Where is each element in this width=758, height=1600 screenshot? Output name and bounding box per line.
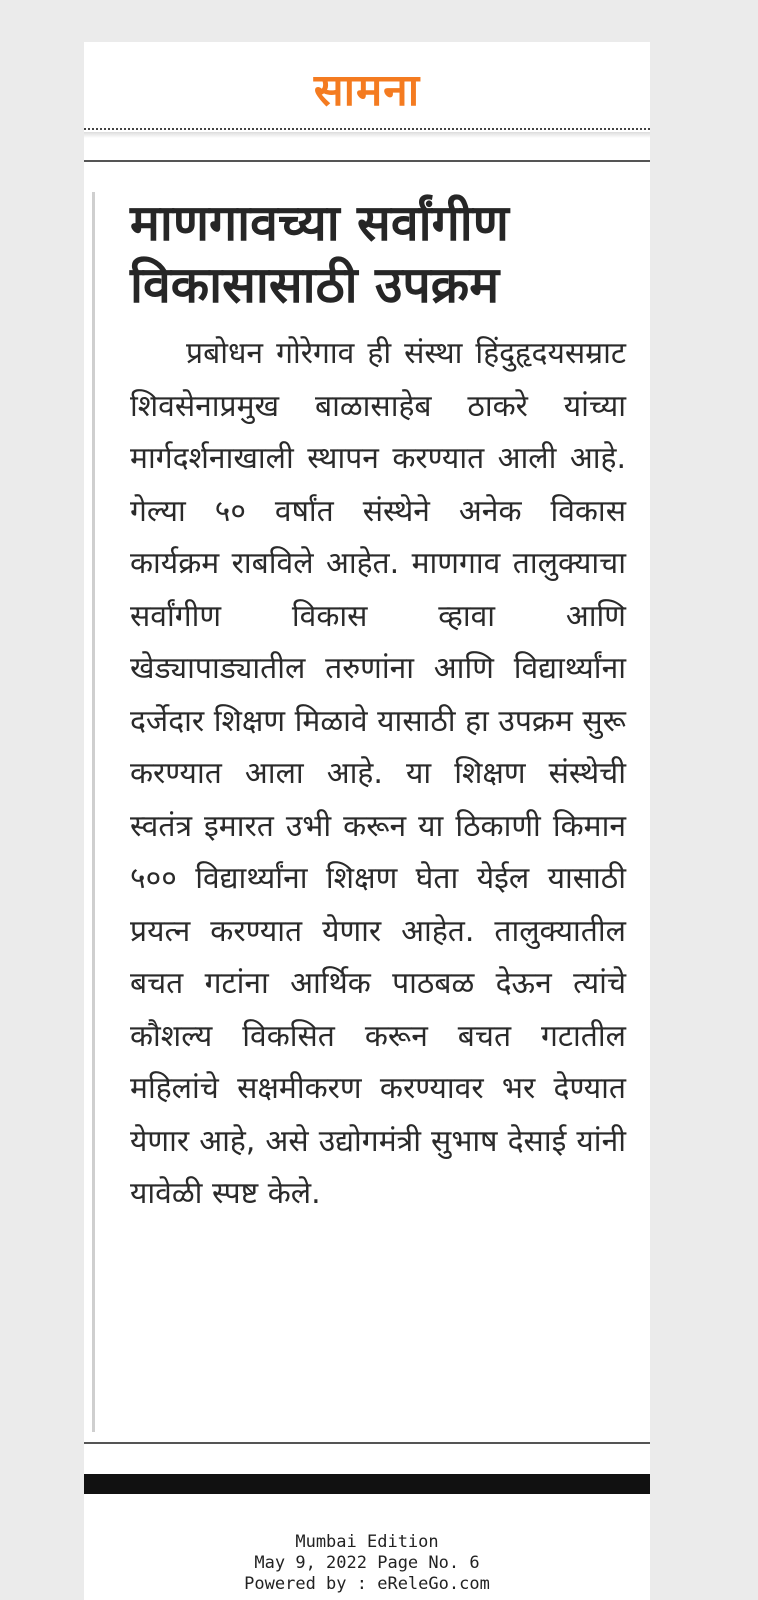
edition-date-page: May 9, 2022 Page No. 6 xyxy=(254,1553,480,1573)
top-rule xyxy=(84,160,650,162)
article-body: प्रबोधन गोरेगाव ही संस्था हिंदुहृदयसम्राट शिवसेनाप्रमुख बाळासाहेब ठाकरे यांच्या मार्गदर्शनाखाली स्थापन करण्यात आली आहे. गेल्या ५० वर्षांत संस्थेने अनेक विकास कार्यक्रम राबविले आहेत. माणगाव तालुक्याचा सर्वांगीण विकास व्हावा आणि खेड्यापाड्यातील तरुणांना आणि विद्यार्थ्यांना दर्जेदार शिक्षण मिळावे यासाठी हा उपक्रम सुरू करण्यात आला आहे. या शिक्षण संस्थेची स्वतंत्र इमारत उभी करून या ठिकाणी किमान ५०० विद्यार्थ्यांना शिक्षण घेता येईल यासाठी प्रयत्न करण्यात येणार आहेत. तालुक्यातील बचत गटांना आर्थिक पाठबळ देऊन त्यांचे कौशल्य विकसित करून बचत गटातील महिलांचे सक्षमीकरण करण्यावर भर देण्यात येणार आहे, असे उद्योगमंत्री सुभाष देसाई यांनी यावेळी स्पष्ट केले. xyxy=(130,336,626,1211)
saamana-logo: सामना xyxy=(313,65,421,116)
column-bar xyxy=(92,192,95,1432)
edition-name: Mumbai Edition xyxy=(295,1532,439,1552)
masthead xyxy=(84,42,650,128)
headline-line-1: माणगावच्या सर्वांगीण xyxy=(130,194,509,252)
article xyxy=(92,192,644,1432)
masthead-divider xyxy=(84,128,650,130)
article-headline xyxy=(130,192,630,316)
powered-by: Powered by : eReleGo.com xyxy=(244,1574,490,1594)
headline-line-2: विकासासाठी उपक्रम xyxy=(130,256,500,314)
bottom-rule xyxy=(84,1442,650,1444)
newspaper-clipping xyxy=(84,42,650,1600)
masthead-shadow xyxy=(84,132,650,138)
edition-footer xyxy=(84,1532,650,1595)
black-band xyxy=(84,1474,650,1494)
